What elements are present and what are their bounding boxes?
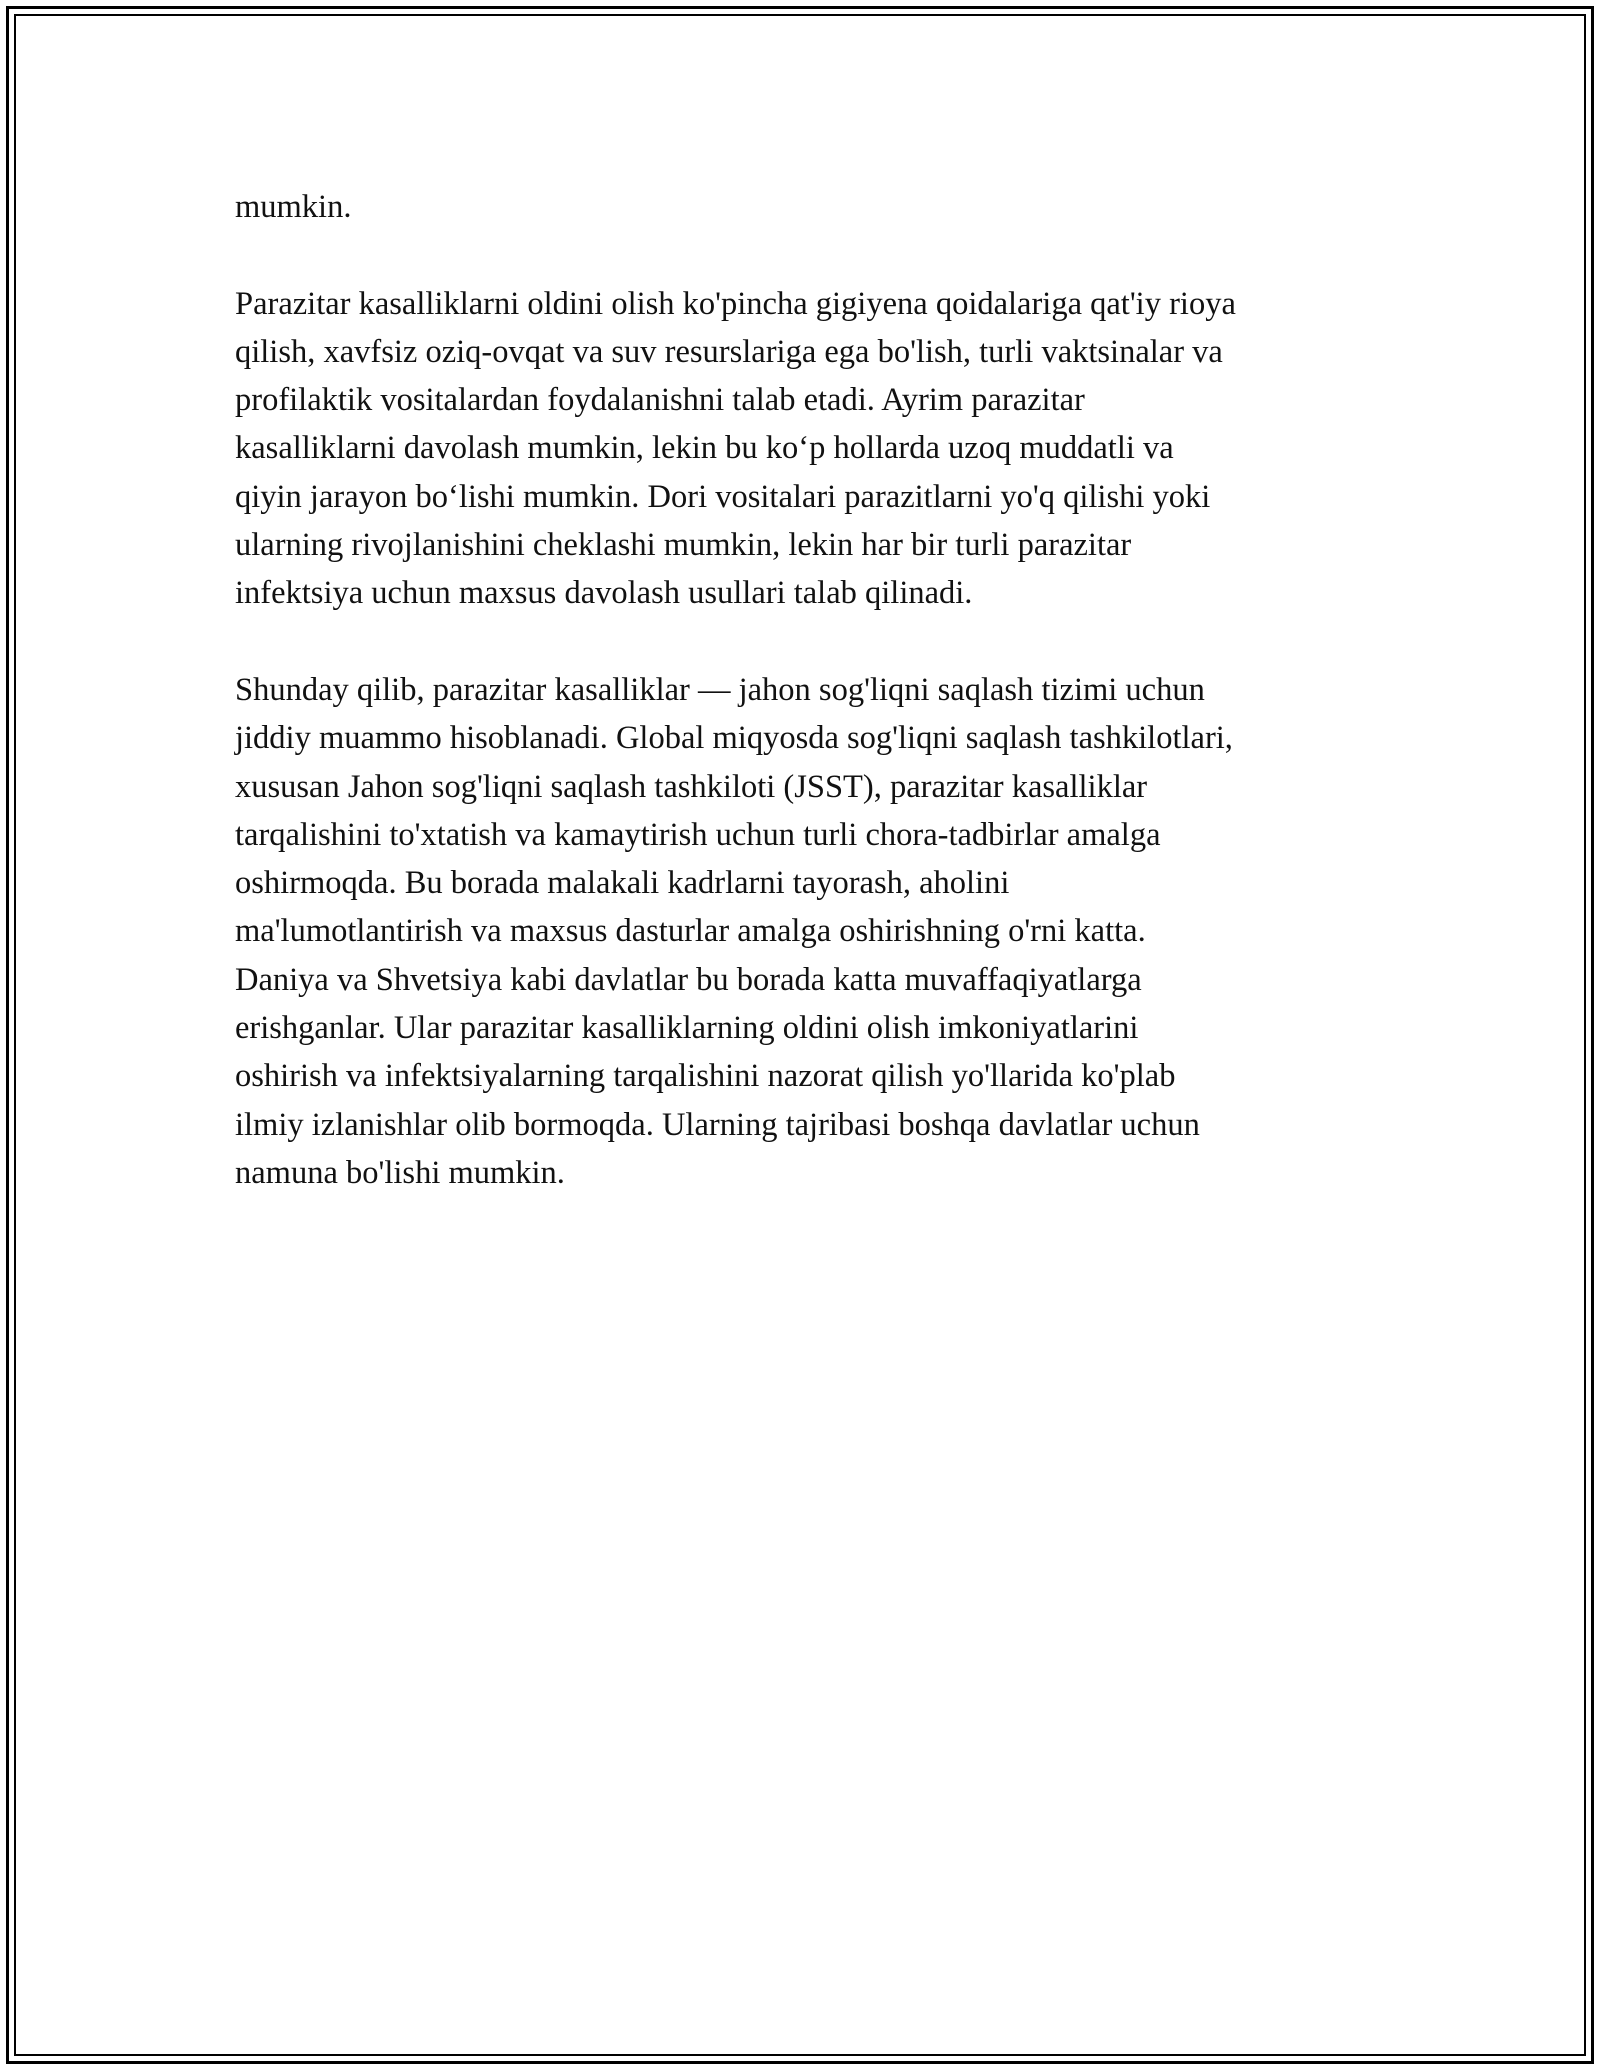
paragraph-prevention: Parazitar kasalliklarni oldini olish ko'pincha gigiyena qoidalariga qat'iy rioya qilish, xavfsiz oziq-ovqat va suv resurslariga ega bo'lish, turli vaktsinalar va profilaktik vositalardan foydalanishni talab etadi. Ayrim parazitar kasalliklarni davolash mumkin, lekin bu ko‘p hollarda uzoq muddatli va qiyin jarayon bo‘lishi mumkin. Dori vositalari parazitlarni yo'q qilishi yoki ularning rivojlanishini cheklashi mumkin, lekin har bir turli parazitar infektsiya uchun maxsus davolash usullari talab qilinadi. <box>235 285 1236 612</box>
document-body <box>235 183 1370 1197</box>
paragraph-conclusion: Shunday qilib, parazitar kasalliklar — jahon sog'liqni saqlash tizimi uchun jiddiy muammo hisoblanadi. Global miqyosda sog'liqni saqlash tashkilotlari, xususan Jahon sog'liqni saqlash tashkiloti (JSST), parazitar kasalliklar tarqalishini to'xtatish va kamaytirish uchun turli chora-tadbirlar amalga oshirmoqda. Bu borada malakali kadrlarni tayorash, aholini ma'lumotlantirish va maxsus dasturlar amalga oshirishning o'rni katta. Daniya va Shvetsiya kabi davlatlar bu borada katta muvaffaqiyatlarga erishganlar. Ular parazitar kasalliklarning oldini olish imkoniyatlarini oshirish va infektsiyalarning tarqalishini nazorat qilish yo'llarida ko'plab ilmiy izlanishlar olib bormoqda. Ularning tajribasi boshqa davlatlar uchun namuna bo'lishi mumkin. <box>235 671 1233 1191</box>
paragraph-continuation: mumkin. <box>235 189 352 225</box>
